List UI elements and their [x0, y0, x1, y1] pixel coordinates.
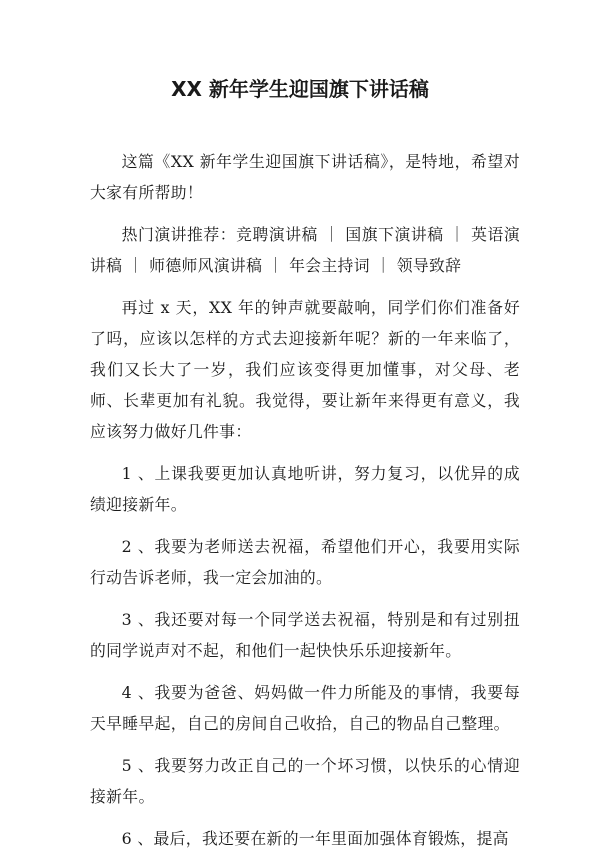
- intro-paragraph: 这篇《XX 新年学生迎国旗下讲话稿》，是特地，希望对大家有所帮助！: [90, 152, 520, 202]
- document-title: XX 新年学生迎国旗下讲话稿: [171, 77, 429, 101]
- list-item-4: 4 、我要为爸爸、妈妈做一件力所能及的事情，我要每天早睡早起，自己的房间自己收拾，自己的物品自己整理。: [90, 683, 520, 733]
- list-item-3: 3 、我还要对每一个同学送去祝福，特别是和有过别扭的同学说声对不起，和他们一起快快乐乐迎接新年。: [90, 610, 520, 660]
- list-item-6: 6 、最后，我还要在新的一年里面加强体育锻炼，提高: [121, 829, 509, 848]
- document-body: [90, 146, 520, 865]
- list-item-1: 1 、上课我要更加认真地听讲，努力复习，以优异的成绩迎接新年。: [90, 464, 520, 514]
- recommendation-paragraph: 热门演讲推荐：竞聘演讲稿 ｜ 国旗下演讲稿 ｜ 英语演讲稿 ｜ 师德师风演讲稿 ｜ 年会主持词 ｜ 领导致辞: [90, 225, 520, 275]
- list-item-5: 5 、我要努力改正自己的一个坏习惯，以快乐的心情迎接新年。: [90, 756, 520, 806]
- opening-paragraph: 再过 x 天，XX 年的钟声就要敲响，同学们你们准备好了吗，应该以怎样的方式去迎接新年呢？新的一年来临了，我们又长大了一岁，我们应该变得更加懂事，对父母、老师、长辈更加有礼貌。我觉得，要让新年来得更有意义，我应该努力做好几件事：: [90, 298, 520, 441]
- list-item-2: 2 、我要为老师送去祝福，希望他们开心，我要用实际行动告诉老师，我一定会加油的。: [90, 537, 520, 587]
